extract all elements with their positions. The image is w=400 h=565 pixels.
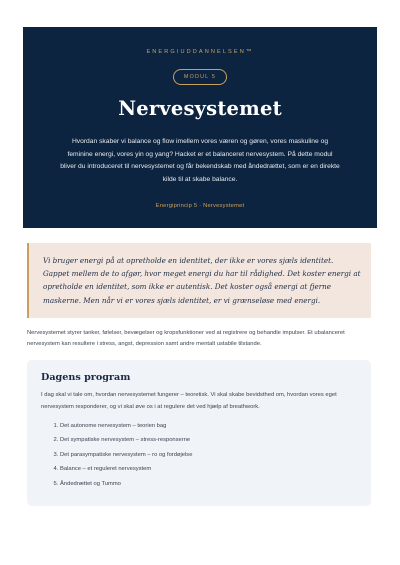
- principle-label: Energiprincip 5 · Nervesystemet: [155, 203, 245, 209]
- brand-name: ENERGIUDDANNELSEN™: [146, 49, 254, 55]
- program-card: [27, 360, 371, 506]
- quote-text: Vi bruger energi på at opretholde en identitet, der ikke er vores sjæls identitet. Gappet mellem de to afgør, hvor meget energi du har til rådighed. Det koster energi at opretholde en identitet, som ikke er autentisk. Det koster også energi at fjerne maskerne. Men når vi er vores sjæls identitet, er vi grænseløse med energi.: [43, 256, 361, 305]
- list-item: 3. Det parasympatiske nervesystem – ro og fordøjelse: [60, 448, 357, 462]
- hero-banner: [23, 27, 377, 228]
- list-item: 2. Det sympatiske nervesystem – stress-responserne: [60, 433, 357, 447]
- module-badge: MODUL 5: [173, 69, 227, 85]
- page-title: Nervesystemet: [118, 97, 282, 120]
- program-heading: Dagens program: [41, 372, 131, 383]
- quote-block: [27, 243, 371, 318]
- program-list: [41, 419, 357, 491]
- list-item: 5. Åndedrættet og Tummo: [60, 477, 357, 491]
- body-paragraph: Nervesystemet styrer tanker, følelser, bevægelser og kropsfunktioner ved at registrere og behandle impulser. Et ubalanceret nervesystem kan resultere i stress, angst, depression samt andre mentalt ustabile tilstande.: [27, 330, 345, 347]
- program-description: I dag skal vi tale om, hvordan nervesystemet fungerer – teoretisk. Vi skal skabe bevidsthed om, hvordan vores eget nervesystem responderer, og vi skal øve os i at regulere det ved hjælp af breathwork.: [41, 392, 337, 410]
- list-item: 1. Det autonome nervesystem – teorien bag: [60, 419, 357, 433]
- intro-text: Hvordan skaber vi balance og flow imellem vores væren og gøren, vores maskuline og feminine energi, vores yin og yang? Hacket er et balanceret nervesystem. På dette modul bliver du introduceret til nervesystemet og får bekendskab med åndedrættet, som er en direkte kilde til at skabe balance.: [60, 138, 340, 183]
- list-item: 4. Balance – et reguleret nervesystem: [60, 462, 357, 476]
